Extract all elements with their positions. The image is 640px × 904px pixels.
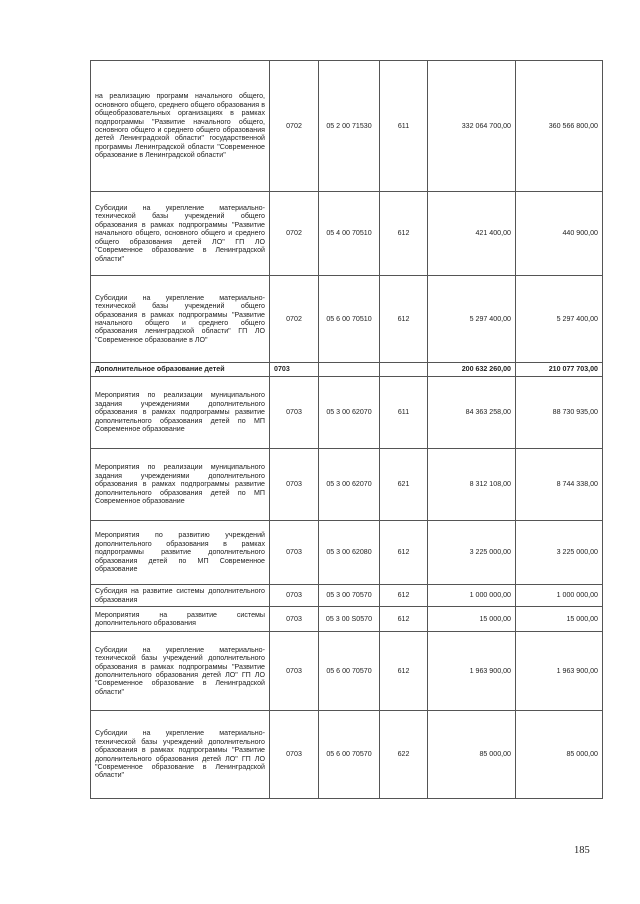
row-name: на реализацию программ начального общего, основного общего, среднего общего образования в общеобразовательных организациях в рамках подпрограммы "Развитие начального общего, основного общего и среднего общего образования детей Ленинградской области" государственной программы Ленинградской области "Современное образование в Ленинградской области" bbox=[91, 61, 270, 192]
row-amount-year1: 84 363 258,00 bbox=[428, 377, 516, 449]
row-name: Субсидии на укрепление материально-технической базы учреждений дополнительного образования в рамках подпрограммы "Развитие дополнительного образования детей ЛО" ГП ЛО "Современное образование в Ленинградской области" bbox=[91, 632, 270, 711]
row-target-code: 05 6 00 70570 bbox=[319, 711, 380, 799]
row-amount-year2: 85 000,00 bbox=[516, 711, 603, 799]
table-row bbox=[91, 607, 603, 632]
row-type-code: 612 bbox=[380, 521, 428, 585]
row-amount-year1: 200 632 260,00 bbox=[428, 363, 516, 377]
table-row bbox=[91, 377, 603, 449]
table-row bbox=[91, 521, 603, 585]
row-section-code: 0702 bbox=[270, 276, 319, 363]
row-target-code: 05 3 00 S0570 bbox=[319, 607, 380, 632]
row-target-code: 05 6 00 70570 bbox=[319, 632, 380, 711]
table-row bbox=[91, 711, 603, 799]
row-type-code: 611 bbox=[380, 61, 428, 192]
table-row-section-total bbox=[91, 363, 603, 377]
row-target-code: 05 3 00 62070 bbox=[319, 449, 380, 521]
table-row bbox=[91, 61, 603, 192]
row-section-code: 0703 bbox=[270, 711, 319, 799]
row-type-code bbox=[380, 363, 428, 377]
row-type-code: 622 bbox=[380, 711, 428, 799]
row-type-code: 612 bbox=[380, 192, 428, 276]
budget-table bbox=[90, 60, 603, 799]
row-amount-year2: 88 730 935,00 bbox=[516, 377, 603, 449]
row-name: Дополнительное образование детей bbox=[91, 363, 270, 377]
row-type-code: 612 bbox=[380, 607, 428, 632]
row-amount-year1: 5 297 400,00 bbox=[428, 276, 516, 363]
row-section-code: 0703 bbox=[270, 521, 319, 585]
row-amount-year1: 421 400,00 bbox=[428, 192, 516, 276]
row-amount-year1: 8 312 108,00 bbox=[428, 449, 516, 521]
row-name: Мероприятия по реализации муниципального задания учреждениями дополнительного образования в рамках подпрограммы развитие дополнительного образования детей по МП Современное образование bbox=[91, 377, 270, 449]
row-name: Субсидия на развитие системы дополнительного образования bbox=[91, 585, 270, 607]
row-section-code: 0703 bbox=[270, 585, 319, 607]
row-section-code: 0703 bbox=[270, 363, 319, 377]
row-amount-year1: 85 000,00 bbox=[428, 711, 516, 799]
row-type-code: 612 bbox=[380, 632, 428, 711]
row-section-code: 0703 bbox=[270, 607, 319, 632]
row-name: Мероприятия по развитию учреждений дополнительного образования в рамках подпрограммы развитие дополнительного образования детей по МП Современное образование bbox=[91, 521, 270, 585]
row-amount-year2: 8 744 338,00 bbox=[516, 449, 603, 521]
row-amount-year1: 3 225 000,00 bbox=[428, 521, 516, 585]
row-amount-year2: 1 963 900,00 bbox=[516, 632, 603, 711]
row-amount-year2: 5 297 400,00 bbox=[516, 276, 603, 363]
row-type-code: 612 bbox=[380, 276, 428, 363]
row-section-code: 0703 bbox=[270, 449, 319, 521]
row-section-code: 0703 bbox=[270, 632, 319, 711]
row-amount-year2: 15 000,00 bbox=[516, 607, 603, 632]
row-target-code: 05 3 00 62080 bbox=[319, 521, 380, 585]
row-type-code: 611 bbox=[380, 377, 428, 449]
row-amount-year2: 210 077 703,00 bbox=[516, 363, 603, 377]
page-number: 185 bbox=[574, 845, 590, 856]
row-amount-year2: 1 000 000,00 bbox=[516, 585, 603, 607]
row-amount-year2: 440 900,00 bbox=[516, 192, 603, 276]
row-type-code: 612 bbox=[380, 585, 428, 607]
row-target-code: 05 3 00 70570 bbox=[319, 585, 380, 607]
row-target-code: 05 6 00 70510 bbox=[319, 276, 380, 363]
row-amount-year2: 3 225 000,00 bbox=[516, 521, 603, 585]
row-name: Субсидии на укрепление материально-технической базы учреждений общего образования в рамках подпрограммы "Развитие начального общего и среднего общего образования ленинградской области" ГП ЛО "Современное образование в ЛО" bbox=[91, 276, 270, 363]
table-row bbox=[91, 192, 603, 276]
row-target-code: 05 3 00 62070 bbox=[319, 377, 380, 449]
row-amount-year1: 332 064 700,00 bbox=[428, 61, 516, 192]
row-amount-year1: 1 000 000,00 bbox=[428, 585, 516, 607]
row-name: Мероприятия по реализации муниципального задания учреждениями дополнительного образования в рамках подпрограммы развитие дополнительного образования детей по МП Современное образование bbox=[91, 449, 270, 521]
row-name: Субсидии на укрепление материально-технической базы учреждений дополнительного образования в рамках подпрограммы "Развитие дополнительного образования детей ЛО" ГП ЛО "Современное образование в Ленинградской области" bbox=[91, 711, 270, 799]
row-type-code: 621 bbox=[380, 449, 428, 521]
row-target-code: 05 4 00 70510 bbox=[319, 192, 380, 276]
row-amount-year1: 15 000,00 bbox=[428, 607, 516, 632]
row-target-code: 05 2 00 71530 bbox=[319, 61, 380, 192]
row-amount-year2: 360 566 800,00 bbox=[516, 61, 603, 192]
table-row bbox=[91, 632, 603, 711]
row-section-code: 0702 bbox=[270, 61, 319, 192]
row-section-code: 0702 bbox=[270, 192, 319, 276]
row-section-code: 0703 bbox=[270, 377, 319, 449]
row-name: Мероприятия на развитие системы дополнительного образования bbox=[91, 607, 270, 632]
row-amount-year1: 1 963 900,00 bbox=[428, 632, 516, 711]
table-row bbox=[91, 449, 603, 521]
table-row bbox=[91, 585, 603, 607]
table-row bbox=[91, 276, 603, 363]
row-target-code bbox=[319, 363, 380, 377]
row-name: Субсидии на укрепление материально-технической базы учреждений общего образования в рамках подпрограммы "Развитие начального общего, основного общего и среднего общего образования детей ЛО" ГП ЛО "Современное образование в Ленинградской области" bbox=[91, 192, 270, 276]
